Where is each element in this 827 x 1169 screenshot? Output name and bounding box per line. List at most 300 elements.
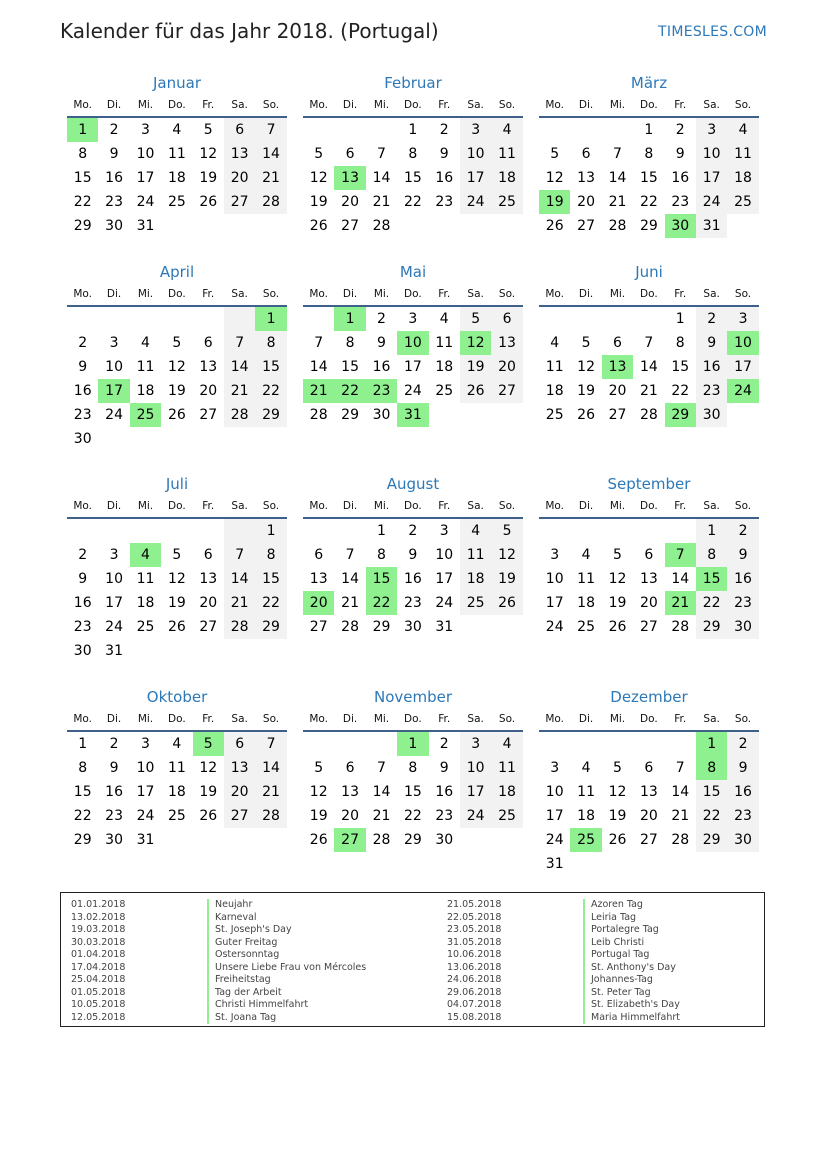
- day-cell: 23: [727, 804, 758, 828]
- weekday-label: Di.: [578, 500, 594, 512]
- day-cell: 4: [172, 736, 182, 752]
- day-cell-empty: [224, 828, 255, 852]
- day-cell: 4: [491, 732, 522, 756]
- weekday-label: Sa.: [467, 500, 484, 512]
- weekday-label: Mo.: [73, 288, 93, 300]
- holiday-date: 29.06.2018: [447, 986, 502, 998]
- day-cell-empty: [665, 852, 696, 876]
- day-cell: 11: [545, 359, 564, 375]
- weekday-label: Mi.: [609, 713, 626, 725]
- day-cell: 26: [491, 591, 522, 615]
- day-cell: 31: [136, 218, 155, 234]
- holiday-name: Christi Himmelfahrt: [207, 999, 308, 1012]
- weekday-label: Mo.: [73, 500, 93, 512]
- month-juni: [539, 261, 759, 427]
- day-cell: 14: [671, 571, 690, 587]
- day-cell: 13: [577, 170, 595, 186]
- day-cell: 23: [435, 808, 454, 824]
- day-cell: 28: [671, 619, 690, 635]
- day-cell-empty: [67, 519, 98, 543]
- day-cell: 11: [460, 543, 491, 567]
- day-cell: 20: [199, 383, 218, 399]
- day-cell: 21: [224, 591, 255, 615]
- day-cell: 11: [577, 571, 595, 587]
- holiday-date: 31.05.2018: [447, 936, 502, 948]
- day-cell: 24: [545, 619, 564, 635]
- holiday-day-cell: 12: [460, 331, 491, 355]
- day-cell-empty: [224, 639, 255, 663]
- weekday-label: Fr.: [674, 500, 687, 512]
- holiday-date: 30.03.2018: [71, 936, 126, 948]
- week-row: [539, 190, 759, 214]
- weekday-label: Mo.: [309, 713, 329, 725]
- day-cell: 30: [73, 643, 92, 659]
- month-oktober: [67, 686, 287, 852]
- holiday-name: Guter Freitag: [207, 937, 277, 950]
- weekday-header: [303, 495, 523, 519]
- day-cell: 18: [167, 170, 186, 186]
- month-name: März: [630, 74, 668, 92]
- day-cell-empty: [602, 519, 633, 543]
- day-cell: 26: [167, 619, 186, 635]
- holiday-day-cell: 1: [255, 307, 286, 331]
- week-row: [539, 804, 759, 828]
- day-cell: 28: [255, 190, 286, 214]
- day-cell: 23: [105, 808, 123, 824]
- day-cell-empty: [539, 118, 570, 142]
- month-märz: [539, 72, 759, 238]
- week-row: [303, 166, 523, 190]
- holiday-day-cell: 25: [130, 403, 161, 427]
- week-row: [539, 732, 759, 756]
- day-cell: 20: [199, 595, 218, 611]
- day-cell: 8: [675, 335, 685, 351]
- day-cell: 10: [435, 547, 454, 563]
- day-cell: 18: [491, 166, 522, 190]
- day-cell: 12: [167, 571, 186, 587]
- week-row: [303, 307, 523, 331]
- day-cell: 3: [696, 118, 727, 142]
- day-cell: 1: [696, 519, 727, 543]
- holiday-entry: [71, 987, 366, 1000]
- day-cell: 27: [224, 804, 255, 828]
- day-cell: 31: [435, 619, 454, 635]
- week-row: [303, 591, 523, 615]
- day-cell: 4: [172, 122, 182, 138]
- holiday-name: Maria Himmelfahrt: [583, 1012, 680, 1025]
- weekday-label: Fr.: [438, 99, 451, 111]
- weekday-label: Sa.: [231, 288, 248, 300]
- weekday-label: Fr.: [674, 288, 687, 300]
- day-cell: 2: [675, 122, 685, 138]
- day-cell: 11: [727, 142, 758, 166]
- weekday-header: [539, 495, 759, 519]
- week-row: [67, 732, 287, 756]
- week-row: [539, 355, 759, 379]
- holiday-name: Unsere Liebe Frau von Mércoles: [207, 962, 366, 975]
- day-cell-empty: [255, 427, 286, 451]
- week-row: [303, 403, 523, 427]
- holiday-entry: [447, 949, 680, 962]
- week-row: [539, 403, 759, 427]
- day-cell: 13: [639, 784, 658, 800]
- day-cell-empty: [161, 307, 192, 331]
- day-cell: 7: [224, 543, 255, 567]
- day-cell: 11: [136, 571, 155, 587]
- day-cell: 18: [136, 383, 155, 399]
- weekday-header: [67, 94, 287, 118]
- day-cell: 27: [199, 407, 218, 423]
- day-cell: 9: [408, 547, 418, 563]
- day-cell: 14: [639, 359, 658, 375]
- weekday-label: Mi.: [137, 500, 154, 512]
- day-cell: 17: [460, 780, 491, 804]
- day-cell: 24: [105, 619, 123, 635]
- day-cell: 15: [671, 359, 690, 375]
- day-cell: 12: [491, 543, 522, 567]
- day-cell-empty: [460, 828, 491, 852]
- day-cell: 12: [608, 784, 627, 800]
- holidays-column-right: [447, 899, 680, 1024]
- day-cell: 17: [105, 595, 123, 611]
- day-cell: 18: [435, 359, 454, 375]
- day-cell: 6: [581, 146, 591, 162]
- day-cell: 8: [408, 760, 418, 776]
- holiday-date: 17.04.2018: [71, 961, 126, 973]
- weekday-label: So.: [734, 99, 752, 111]
- weekday-header: [539, 94, 759, 118]
- day-cell: 23: [105, 194, 123, 210]
- day-cell: 26: [199, 808, 218, 824]
- day-cell: 21: [639, 383, 658, 399]
- weekday-label: Di.: [578, 713, 594, 725]
- day-cell-empty: [334, 732, 365, 756]
- day-cell: 17: [545, 595, 564, 611]
- holiday-day-cell: 29: [665, 403, 696, 427]
- day-cell-empty: [539, 732, 570, 756]
- day-cell: 23: [73, 619, 92, 635]
- day-cell: 14: [372, 784, 391, 800]
- day-cell: 21: [255, 166, 286, 190]
- day-cell: 29: [372, 619, 391, 635]
- holiday-entry: [71, 1012, 366, 1025]
- week-row: [303, 331, 523, 355]
- weekday-label: Sa.: [703, 99, 720, 111]
- day-cell: 5: [460, 307, 491, 331]
- day-cell: 6: [345, 760, 355, 776]
- day-cell-empty: [460, 214, 491, 238]
- day-cell-empty: [255, 639, 286, 663]
- month-name: Mai: [399, 263, 427, 281]
- holiday-day-cell: 19: [539, 190, 570, 214]
- day-cell: 10: [460, 142, 491, 166]
- day-cell-empty: [303, 307, 334, 331]
- week-row: [67, 331, 287, 355]
- weekday-label: Do.: [168, 500, 186, 512]
- day-cell: 5: [613, 547, 622, 563]
- day-cell: 18: [545, 383, 564, 399]
- day-cell: 15: [255, 355, 286, 379]
- weekday-label: Mi.: [373, 500, 390, 512]
- weekday-label: Mi.: [609, 99, 626, 111]
- weekday-label: Fr.: [674, 99, 687, 111]
- weekday-label: Do.: [404, 288, 422, 300]
- day-cell: 4: [550, 335, 560, 351]
- day-cell: 24: [696, 190, 727, 214]
- day-cell: 22: [73, 808, 92, 824]
- holiday-name: Tag der Arbeit: [207, 987, 282, 1000]
- day-cell: 12: [608, 571, 627, 587]
- day-cell: 5: [550, 146, 560, 162]
- day-cell: 9: [439, 760, 449, 776]
- day-cell: 27: [341, 218, 359, 234]
- day-cell: 29: [255, 615, 286, 639]
- day-cell: 28: [224, 403, 255, 427]
- day-cell: 6: [314, 547, 324, 563]
- day-cell: 20: [341, 808, 359, 824]
- holiday-name: Portugal Tag: [583, 949, 649, 962]
- weekday-label: Mo.: [73, 99, 93, 111]
- day-cell-empty: [491, 615, 522, 639]
- day-cell: 11: [167, 146, 186, 162]
- day-cell: 2: [78, 335, 88, 351]
- day-cell: 27: [577, 218, 595, 234]
- day-cell: 8: [255, 331, 286, 355]
- day-cell: 7: [675, 760, 685, 776]
- day-cell: 9: [675, 146, 685, 162]
- day-cell: 24: [460, 190, 491, 214]
- day-cell: 19: [167, 595, 186, 611]
- weekday-label: So.: [734, 500, 752, 512]
- day-cell: 21: [671, 808, 690, 824]
- day-cell: 22: [255, 591, 286, 615]
- day-cell: 29: [73, 218, 92, 234]
- weekday-header: [67, 283, 287, 307]
- day-cell-empty: [602, 118, 633, 142]
- month-februar: [303, 72, 523, 238]
- day-cell: 25: [491, 804, 522, 828]
- day-cell: 20: [639, 808, 658, 824]
- week-row: [67, 355, 287, 379]
- holiday-day-cell: 23: [366, 379, 397, 403]
- week-row: [303, 190, 523, 214]
- day-cell-empty: [570, 732, 601, 756]
- day-cell: 24: [403, 383, 422, 399]
- week-row: [539, 379, 759, 403]
- day-cell: 19: [608, 808, 627, 824]
- day-cell: 30: [73, 431, 92, 447]
- week-row: [67, 519, 287, 543]
- weekday-header: [67, 708, 287, 732]
- day-cell: 21: [372, 808, 391, 824]
- day-cell: 26: [545, 218, 564, 234]
- day-cell-empty: [633, 519, 664, 543]
- day-cell-empty: [460, 615, 491, 639]
- day-cell: 18: [460, 567, 491, 591]
- holiday-entry: [447, 937, 680, 950]
- weekday-label: Sa.: [231, 99, 248, 111]
- day-cell: 13: [341, 784, 359, 800]
- holiday-entry: [447, 899, 680, 912]
- day-cell: 14: [309, 359, 328, 375]
- day-cell: 16: [105, 784, 123, 800]
- day-cell: 9: [109, 146, 119, 162]
- day-cell-empty: [602, 307, 633, 331]
- day-cell: 17: [696, 166, 727, 190]
- day-cell: 7: [314, 335, 324, 351]
- weekday-header: [303, 94, 523, 118]
- weekday-label: Mo.: [73, 713, 93, 725]
- weekday-label: Sa.: [703, 500, 720, 512]
- day-cell-empty: [397, 214, 428, 238]
- day-cell: 3: [141, 122, 150, 138]
- weekday-label: Fr.: [438, 713, 451, 725]
- day-cell: 20: [491, 355, 522, 379]
- day-cell: 9: [727, 543, 758, 567]
- site-link[interactable]: TIMESLES.COM: [658, 24, 767, 40]
- holiday-day-cell: 15: [696, 567, 727, 591]
- weekday-label: Mi.: [373, 288, 390, 300]
- holiday-name: Johannes-Tag: [583, 974, 653, 987]
- day-cell: 27: [491, 379, 522, 403]
- holiday-day-cell: 10: [727, 331, 758, 355]
- day-cell: 14: [224, 567, 255, 591]
- week-row: [67, 639, 287, 663]
- day-cell: 15: [73, 170, 92, 186]
- weekday-label: Do.: [168, 99, 186, 111]
- day-cell: 6: [203, 547, 213, 563]
- day-cell: 5: [172, 547, 182, 563]
- weekday-label: So.: [498, 288, 516, 300]
- holiday-entry: [447, 962, 680, 975]
- day-cell: 27: [224, 190, 255, 214]
- holiday-date: 01.05.2018: [71, 986, 126, 998]
- day-cell: 27: [639, 619, 658, 635]
- holiday-day-cell: 8: [696, 756, 727, 780]
- day-cell-empty: [602, 732, 633, 756]
- holiday-day-cell: 1: [397, 732, 428, 756]
- day-cell: 1: [644, 122, 654, 138]
- day-cell: 13: [491, 331, 522, 355]
- day-cell: 13: [639, 571, 658, 587]
- month-dezember: [539, 686, 759, 876]
- day-cell: 28: [224, 615, 255, 639]
- day-cell-empty: [161, 828, 192, 852]
- day-cell: 8: [644, 146, 654, 162]
- holiday-date: 21.05.2018: [447, 899, 502, 910]
- week-row: [303, 756, 523, 780]
- day-cell: 29: [696, 828, 727, 852]
- holidays-column-left: [71, 899, 366, 1024]
- weekday-label: Di.: [342, 713, 358, 725]
- day-cell: 26: [460, 379, 491, 403]
- week-row: [303, 214, 523, 238]
- day-cell: 11: [435, 335, 454, 351]
- weekday-label: Mo.: [309, 288, 329, 300]
- day-cell-empty: [98, 307, 129, 331]
- day-cell: 3: [460, 732, 491, 756]
- week-row: [67, 804, 287, 828]
- day-cell: 9: [78, 571, 88, 587]
- day-cell: 22: [403, 194, 422, 210]
- week-row: [67, 756, 287, 780]
- day-cell: 2: [109, 122, 119, 138]
- day-cell: 25: [491, 190, 522, 214]
- day-cell: 20: [639, 595, 658, 611]
- week-row: [539, 756, 759, 780]
- weekday-label: Do.: [640, 99, 658, 111]
- holiday-date: 04.07.2018: [447, 999, 502, 1010]
- day-cell: 29: [255, 403, 286, 427]
- day-cell: 15: [403, 784, 422, 800]
- holiday-day-cell: 22: [366, 591, 397, 615]
- holiday-entry: [447, 1012, 680, 1025]
- day-cell: 25: [545, 407, 564, 423]
- holiday-day-cell: 22: [334, 379, 365, 403]
- day-cell: 12: [167, 359, 186, 375]
- day-cell: 28: [255, 804, 286, 828]
- day-cell: 10: [105, 359, 123, 375]
- day-cell: 9: [109, 760, 119, 776]
- day-cell-empty: [570, 307, 601, 331]
- day-cell: 2: [696, 307, 727, 331]
- month-name: September: [607, 475, 691, 493]
- day-cell: 22: [255, 379, 286, 403]
- day-cell-empty: [491, 214, 522, 238]
- day-cell: 24: [105, 407, 123, 423]
- day-cell: 28: [309, 407, 328, 423]
- day-cell: 8: [696, 543, 727, 567]
- day-cell: 16: [435, 784, 454, 800]
- weekday-label: Mo.: [545, 288, 565, 300]
- day-cell: 16: [403, 571, 422, 587]
- week-row: [539, 567, 759, 591]
- day-cell: 26: [167, 407, 186, 423]
- weekday-label: Do.: [168, 713, 186, 725]
- day-cell: 9: [727, 756, 758, 780]
- day-cell: 3: [109, 547, 119, 563]
- holiday-date: 13.02.2018: [71, 911, 126, 923]
- day-cell: 2: [439, 122, 449, 138]
- day-cell-empty: [570, 852, 601, 876]
- day-cell: 3: [550, 760, 560, 776]
- week-row: [539, 780, 759, 804]
- day-cell: 30: [727, 828, 758, 852]
- day-cell: 7: [644, 335, 654, 351]
- day-cell: 15: [403, 170, 422, 186]
- day-cell: 31: [136, 832, 155, 848]
- day-cell: 19: [491, 567, 522, 591]
- holiday-day-cell: 13: [602, 355, 633, 379]
- day-cell-empty: [665, 519, 696, 543]
- day-cell-empty: [570, 118, 601, 142]
- holiday-date: 24.06.2018: [447, 974, 502, 985]
- weekday-label: Sa.: [231, 500, 248, 512]
- weekday-label: So.: [262, 288, 280, 300]
- weekday-label: Mo.: [545, 99, 565, 111]
- weekday-label: Fr.: [202, 713, 215, 725]
- holiday-entry: [447, 974, 680, 987]
- day-cell: 19: [167, 383, 186, 399]
- week-row: [67, 828, 287, 852]
- day-cell-empty: [303, 118, 334, 142]
- day-cell: 6: [613, 335, 622, 351]
- holiday-name: St. Peter Tag: [583, 987, 651, 1000]
- holiday-date: 22.05.2018: [447, 911, 502, 923]
- day-cell: 13: [199, 571, 218, 587]
- holiday-day-cell: 31: [397, 403, 428, 427]
- day-cell: 21: [341, 595, 359, 611]
